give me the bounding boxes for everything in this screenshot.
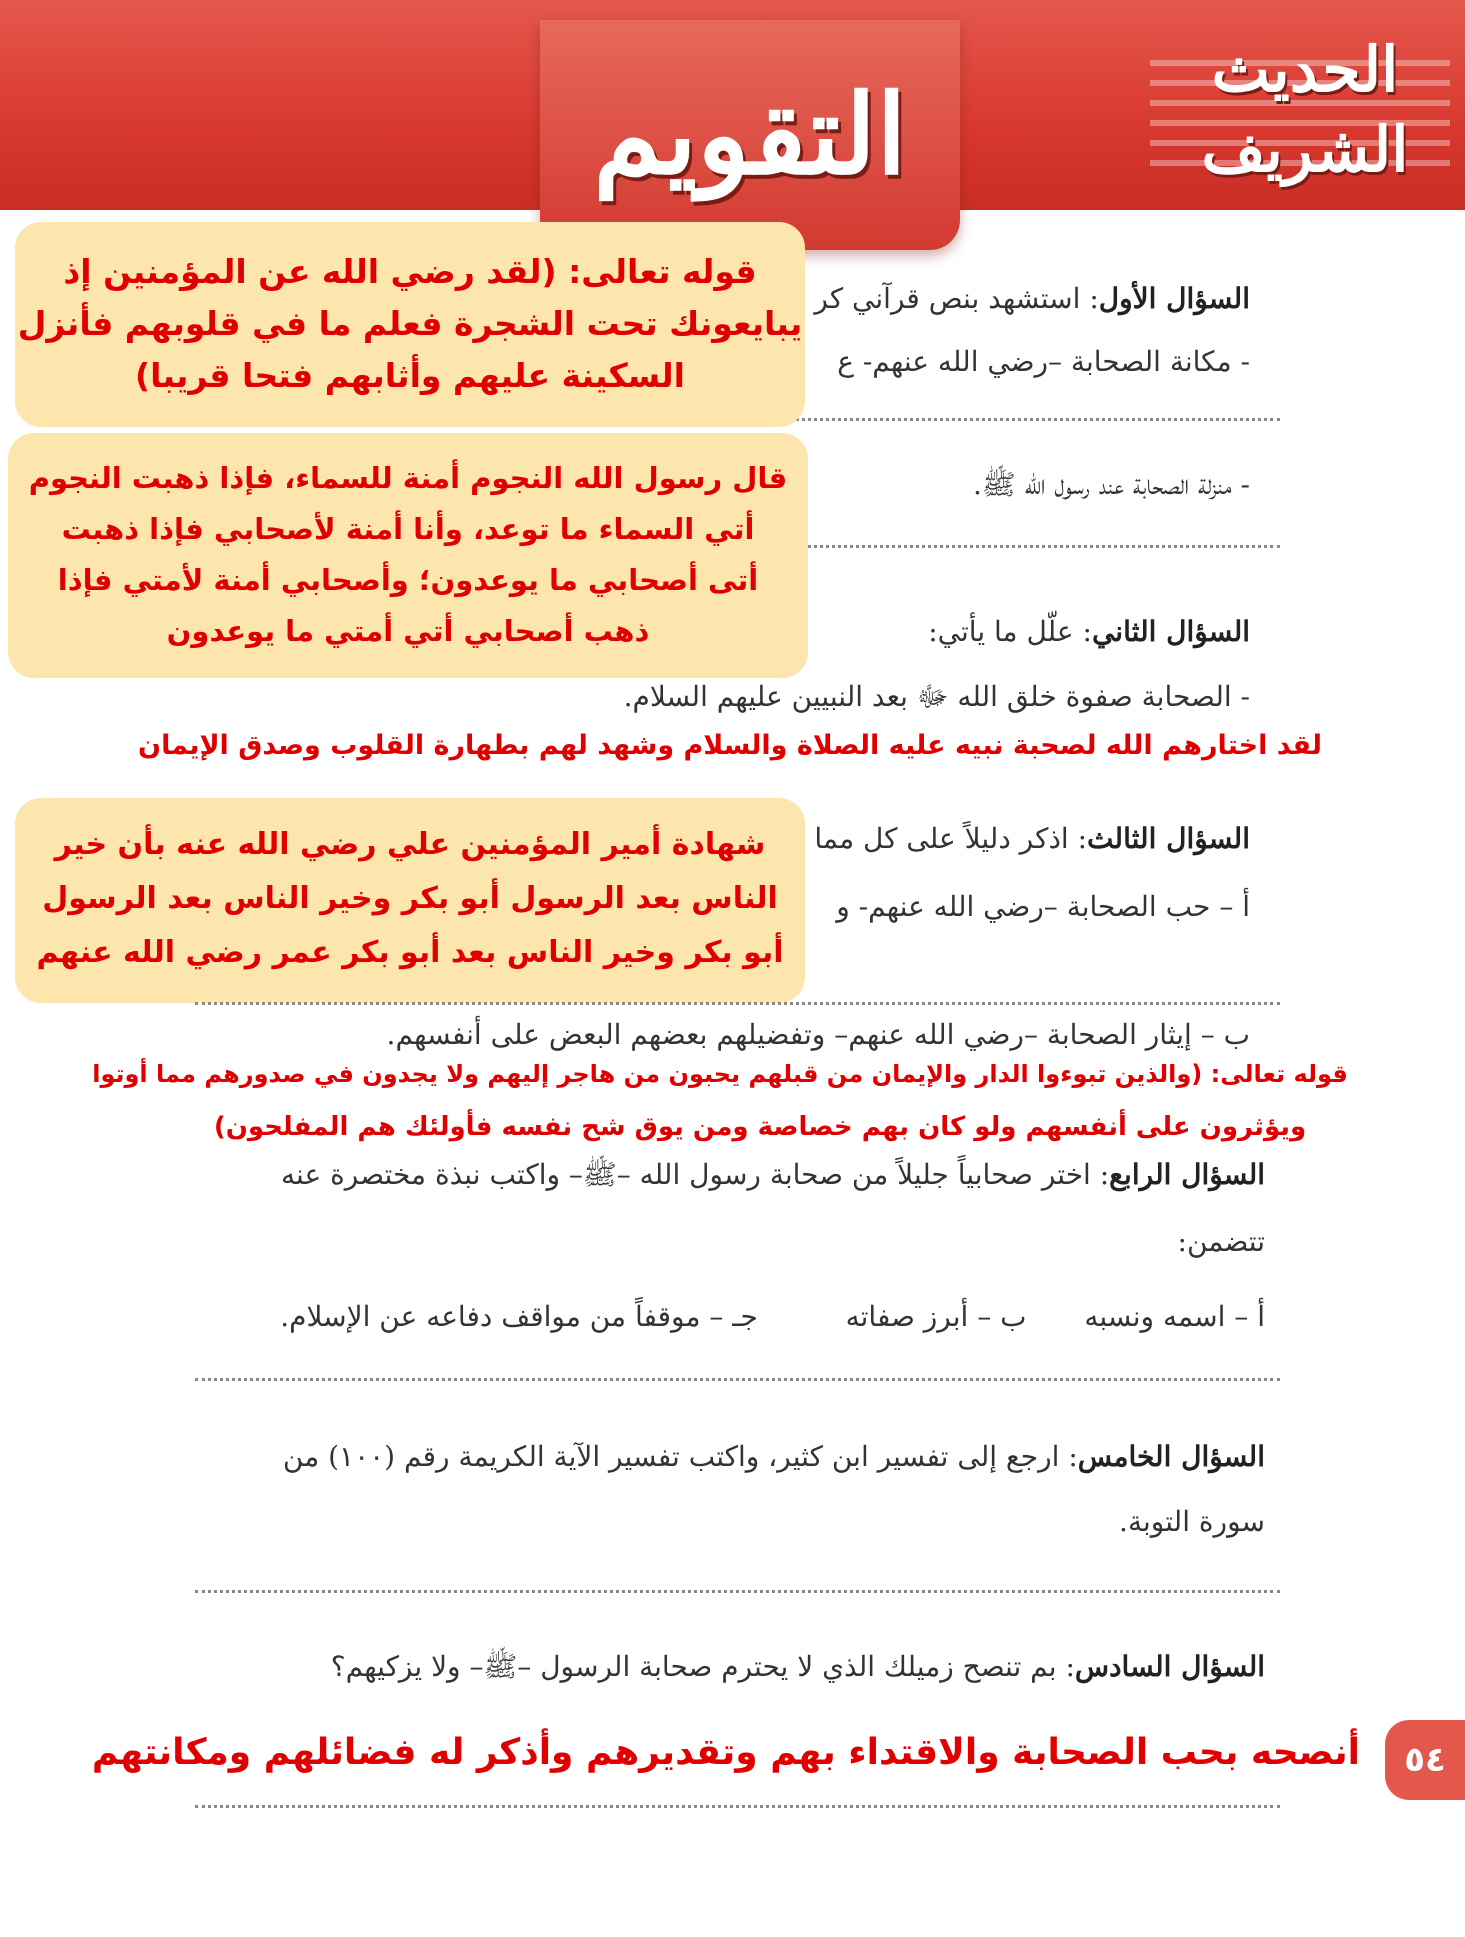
question-4-text-2: تتضمن: xyxy=(1177,1225,1265,1258)
question-6-label: السؤال السادس xyxy=(1074,1650,1265,1683)
answer-q2: لقد اختارهم الله لصحبة نبيه عليه الصلاة والسلام وشهد لهم بطهارة القلوب وصدق الإيمان xyxy=(138,730,1322,761)
answer-line xyxy=(195,1590,1280,1593)
question-5 xyxy=(283,1440,1265,1473)
page-number: ٥٤ xyxy=(1385,1720,1465,1800)
section-logo xyxy=(1160,30,1450,200)
question-1-item-a: - مكانة الصحابة –رضي الله عنهم- ع xyxy=(837,345,1250,378)
question-3-text: : اذكر دليلاً على كل مما xyxy=(814,822,1088,855)
answer-box-3-line: أبو بكر وخير الناس بعد أبو بكر عمر رضي الله عنهم xyxy=(36,935,784,970)
answer-box-2-line: ذهب أصحابي أتي أمتي ما يوعدون xyxy=(166,614,650,648)
question-3-label: السؤال الثالث xyxy=(1087,822,1250,855)
answer-q3b-line-2: ويؤثرون على أنفسهم ولو كان بهم خصاصة ومن يوق شح نفسه فأولئك هم المفلحون) xyxy=(213,1112,1307,1142)
question-5-text: : ارجع إلى تفسير ابن كثير، واكتب تفسير الآية الكريمة رقم (١٠٠) من xyxy=(282,1440,1078,1473)
question-2-item-a: - الصحابة صفوة خلق الله ﷻ بعد النبيين عليهم السلام. xyxy=(623,680,1250,713)
question-4-option-c: جـ – موقفاً من مواقف دفاعه عن الإسلام. xyxy=(280,1300,758,1333)
question-6 xyxy=(331,1650,1265,1690)
answer-line xyxy=(195,1805,1280,1808)
question-4-option-a: أ – اسمه ونسبه xyxy=(1084,1300,1265,1333)
answer-box-2 xyxy=(8,433,808,678)
question-5-text-2: سورة التوبة. xyxy=(1119,1505,1265,1538)
question-4-options xyxy=(280,1300,1265,1333)
answer-box-3-line: الناس بعد الرسول أبو بكر وخير الناس بعد الرسول xyxy=(42,881,778,916)
question-4 xyxy=(281,1158,1265,1198)
question-5-label: السؤال الخامس xyxy=(1077,1440,1265,1473)
answer-box-1-line: السكينة عليهم وأثابهم فتحا قريبا) xyxy=(135,356,685,395)
question-1 xyxy=(814,282,1250,315)
answer-box-1 xyxy=(15,222,805,427)
answer-box-3 xyxy=(15,798,805,1003)
logo-line-2: الشريف xyxy=(1201,113,1409,186)
answer-box-3-line: شهادة أمير المؤمنين علي رضي الله عنه بأن خير xyxy=(54,827,766,862)
question-4-text: : اختر صحابياً جليلاً من صحابة رسول الله –ﷺ– واكتب نبذة مختصرة عنه xyxy=(281,1158,1110,1191)
question-2-text: : علّل ما يأتي: xyxy=(928,615,1092,648)
logo-line-1: الحديث xyxy=(1211,33,1399,106)
answer-box-1-line: قوله تعالى: (لقد رضي الله عن المؤمنين إذ xyxy=(63,252,757,291)
question-2-label: السؤال الثاني xyxy=(1091,615,1250,648)
question-2 xyxy=(928,615,1250,648)
answer-q3b-line-1: قوله تعالى: (والذين تبوءوا الدار والإيمان من قبلهم يحبون من هاجر إليهم ولا يجدون في صدورهم مما أوتوا xyxy=(92,1060,1348,1088)
question-6-text: : بم تنصح زميلك الذي لا يحترم صحابة الرسول –ﷺ– ولا يزكيهم؟ xyxy=(330,1650,1075,1683)
answer-box-2-line: قال رسول الله النجوم أمنة للسماء، فإذا ذهبت النجوم xyxy=(28,461,788,495)
question-3-item-b: ب – إيثار الصحابة –رضي الله عنهم– وتفضيلهم بعضهم البعض على أنفسهم. xyxy=(386,1018,1250,1051)
question-4-option-b: ب – أبرز صفاته xyxy=(845,1300,1027,1333)
question-3-item-a: أ – حب الصحابة –رضي الله عنهم- و xyxy=(836,890,1250,923)
answer-box-1-line: يبايعونك تحت الشجرة فعلم ما في قلوبهم فأنزل xyxy=(17,304,803,343)
answer-box-2-line: أتى أصحابي ما يوعدون؛ وأصحابي أمنة لأمتي فإذا xyxy=(57,563,759,597)
answer-q6: أنصحه بحب الصحابة والاقتداء بهم وتقديرهم وأذكر له فضائلهم ومكانتهم xyxy=(91,1732,1360,1773)
question-1-text: : استشهد بنص قرآني كر xyxy=(814,282,1099,315)
question-4-label: السؤال الرابع xyxy=(1109,1158,1265,1191)
answer-line xyxy=(195,1002,1280,1005)
question-1-label: السؤال الأول xyxy=(1098,282,1250,315)
page-title: التقويم xyxy=(593,70,907,199)
answer-box-2-line: أتي السماء ما توعد، وأنا أمنة لأصحابي فإذا ذهبت xyxy=(61,512,755,546)
question-3 xyxy=(814,822,1250,855)
answer-line xyxy=(195,1378,1280,1381)
question-1-item-b: - منزلة الصحابة عند رسول الله ﷺ. xyxy=(972,468,1250,501)
